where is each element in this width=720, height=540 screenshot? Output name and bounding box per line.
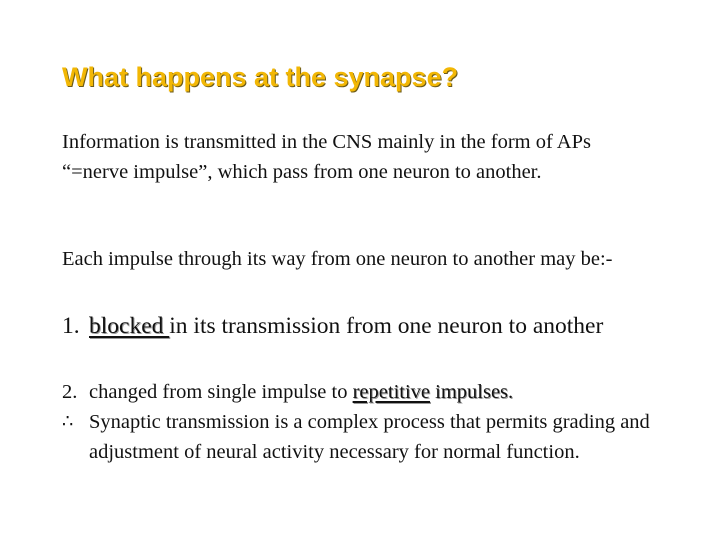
emphasis-repetitive: repetitive bbox=[352, 381, 431, 403]
list-item-text: impulses. bbox=[430, 381, 514, 403]
list-item-text: Synaptic transmission is a complex process that permits grading and adjustment of neural activity necessary for normal function. bbox=[89, 411, 650, 463]
list-marker: 2. bbox=[62, 381, 78, 403]
paragraph-impulse: Each impulse through its way from one neuron to another may be:- bbox=[62, 248, 613, 270]
list-item bbox=[62, 311, 649, 342]
emphasis-blocked: blocked bbox=[89, 313, 170, 339]
slide-title: What happens at the synapse? bbox=[62, 62, 459, 92]
list-item-text: changed from single impulse to bbox=[89, 381, 353, 403]
paragraph-information: Information is transmitted in the CNS mainly in the form of APs “=nerve impulse”, which pass from one neuron to another. bbox=[62, 131, 591, 183]
therefore-symbol: ∴ bbox=[62, 411, 74, 432]
list-marker: 1. bbox=[62, 313, 80, 339]
list-item bbox=[62, 377, 669, 407]
list-item-text: in its transmission from one neuron to another bbox=[169, 313, 604, 339]
list-item bbox=[62, 407, 669, 467]
